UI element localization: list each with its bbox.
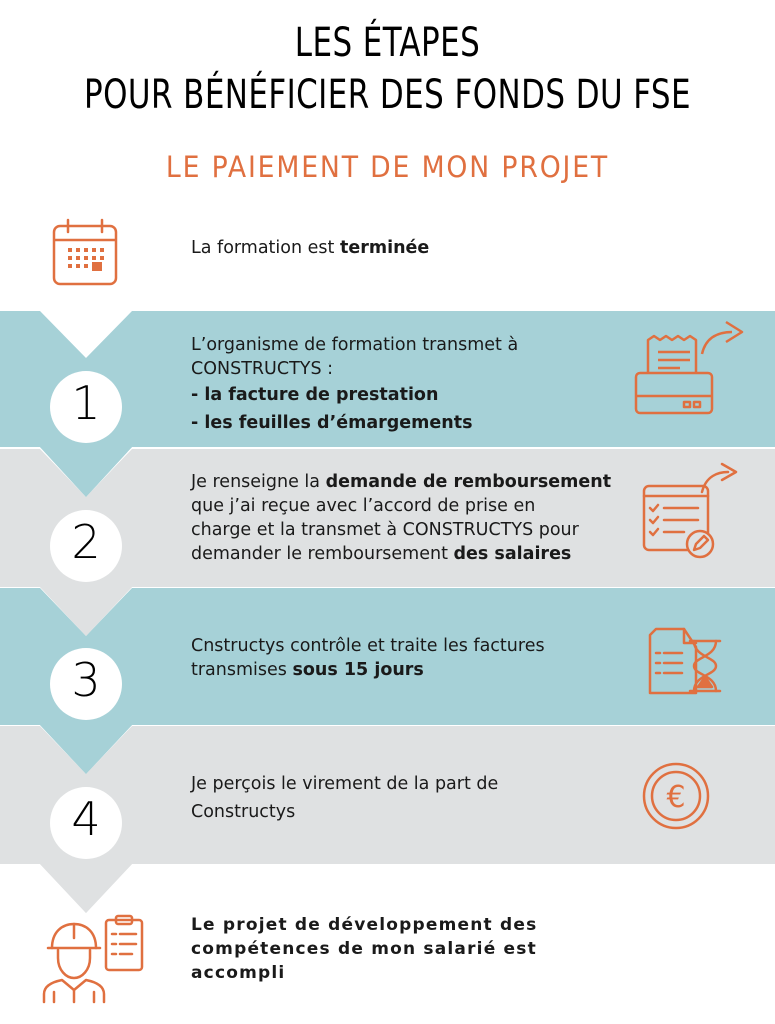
printer-invoice-send-icon	[632, 318, 747, 420]
step-3-number: 3	[71, 653, 101, 707]
step-2-l4b: des salaires	[453, 544, 572, 564]
step-2-text	[191, 470, 611, 566]
intro-text	[191, 236, 429, 260]
step-2-l4a: demander le remboursement	[191, 544, 454, 564]
step-4-number: 4	[71, 792, 101, 846]
step-3-text	[191, 634, 545, 682]
calendar-icon	[52, 218, 118, 290]
step-1-line1: L’organisme de formation transmet à	[191, 335, 519, 355]
step-4-l2: Constructys	[191, 802, 296, 822]
step-1-text	[191, 333, 518, 435]
step-1-line2: CONSTRUCTYS :	[191, 359, 334, 379]
intro-label: La formation est	[191, 238, 340, 258]
step-2-l2: que j’ai reçue avec l’accord de prise en	[191, 496, 536, 516]
step-3-l2b: sous 15 jours	[292, 660, 424, 680]
euro-coin-icon	[640, 760, 712, 836]
step-2-l1a: Je renseigne la	[191, 472, 326, 492]
step-3-l1: Cnstructys contrôle et traite les factures	[191, 636, 545, 656]
page-title-line2: POUR BÉNÉFICIER DES FONDS DU FSE	[84, 72, 691, 118]
document-hourglass-icon	[646, 625, 726, 703]
svg-text:€: €	[666, 780, 686, 815]
step-2-number: 2	[71, 515, 101, 569]
step-1-number: 1	[71, 376, 101, 430]
step-3-l2a: transmises	[191, 660, 293, 680]
step-1-bullet1: - la facture de prestation	[191, 385, 439, 405]
final-text	[191, 913, 537, 985]
worker-checklist-icon	[40, 912, 148, 1008]
chevron-4	[40, 864, 132, 913]
step-2-l3: charge et la transmet à CONSTRUCTYS pour	[191, 520, 579, 540]
final-l2: compétences de mon salarié est	[191, 939, 537, 959]
page-subtitle: LE PAIEMENT DE MON PROJET	[165, 150, 610, 184]
final-l1: Le projet de développement des	[191, 915, 538, 935]
intro-bold: terminée	[339, 238, 430, 258]
final-l3: accompli	[191, 963, 286, 983]
step-2-l1b: demande de remboursement	[325, 472, 612, 492]
step-1-bullet2: - les feuilles d’émargements	[191, 413, 473, 433]
step-4-l1: Je perçois le virement de la part de	[191, 774, 499, 794]
step-4-text	[191, 772, 498, 824]
page-title-line1: LES ÉTAPES	[294, 20, 481, 66]
form-send-icon	[640, 462, 740, 566]
